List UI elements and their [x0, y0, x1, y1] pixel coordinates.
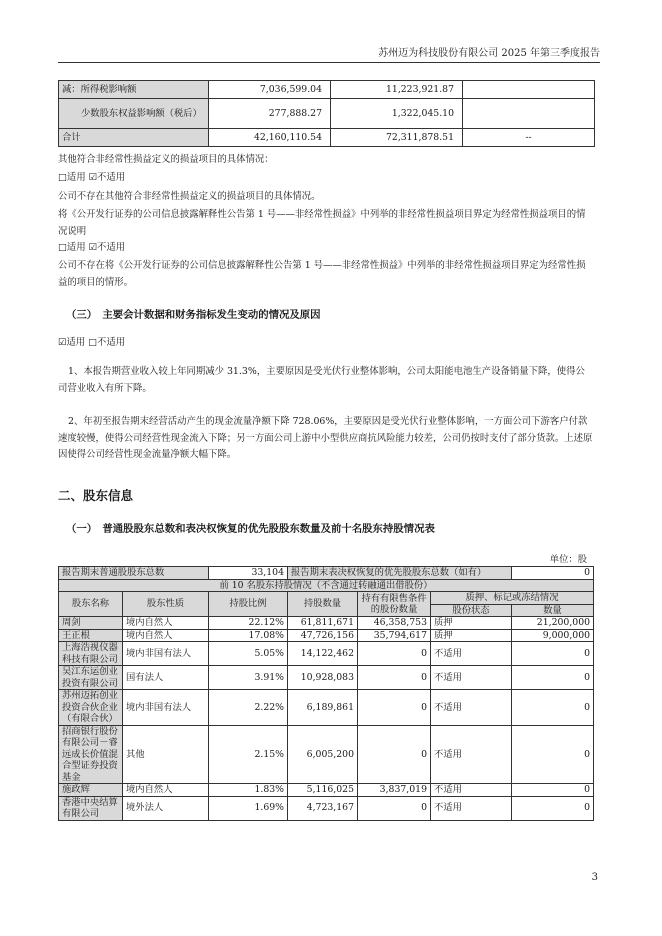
cell-name: 上海浩视仪器科技有限公司	[59, 642, 123, 666]
cell-nature: 国有法人	[123, 666, 209, 690]
cell-ratio: 1.83%	[209, 784, 288, 797]
cell-ratio: 5.05%	[209, 642, 288, 666]
cell-count: 0	[512, 796, 594, 820]
cell-status: 不适用	[431, 642, 512, 666]
cell-nature: 其他	[123, 725, 209, 784]
cell-qty: 10,928,083	[288, 666, 358, 690]
table-row	[59, 617, 594, 630]
paragraph: 公司不存在将《公开发行证券的公司信息披露解释性公告第 1 号——非经常性损益》中列举的非经常性损益项目界定为经常性损益的项目的情形。	[58, 260, 586, 288]
row-label: 少数股东权益影响额（税后）	[59, 99, 209, 129]
cell-name: 吴江东运创业投资有限公司	[59, 666, 123, 690]
table-row	[59, 796, 594, 820]
table-header-row	[59, 592, 594, 605]
applicability-check	[58, 335, 594, 352]
paragraph: 2、年初至报告期末经营活动产生的现金流量净额下降 728.06%，主要原因是受光伏行业整体影响，一方面公司下游客户付款速度较慢，使得公司经营性现金流入下降；另一方面公司上游中小型供应商抗风险能力较差，公司仍按时支付了部分货款。上述原因使得公司经营性现金流量净额大幅下降。	[58, 416, 593, 460]
page-header	[58, 44, 600, 63]
table-row	[59, 629, 594, 642]
pref-value: 0	[512, 567, 594, 580]
col-header-qty: 持股数量	[288, 592, 358, 617]
row-note: --	[463, 129, 595, 147]
cell-status: 不适用	[431, 784, 512, 797]
cell-qty: 4,723,167	[288, 796, 358, 820]
cell-qty: 61,811,671	[288, 617, 358, 630]
cell-ratio: 3.91%	[209, 666, 288, 690]
table-row	[59, 642, 594, 666]
cell-status: 质押	[431, 629, 512, 642]
cell-ratio: 2.22%	[209, 690, 288, 726]
cell-count: 0	[512, 725, 594, 784]
checkbox-applicable: □适用	[58, 242, 86, 253]
cell-restricted: 0	[358, 796, 431, 820]
table-row	[59, 99, 595, 129]
checkbox-not-applicable: ☑不适用	[88, 242, 126, 253]
cell-nature: 境内自然人	[123, 629, 209, 642]
table-row	[59, 725, 594, 784]
cell-qty: 47,726,156	[288, 629, 358, 642]
cell-count: 0	[512, 690, 594, 726]
applicability-check	[58, 170, 594, 187]
row-label: 减：所得税影响额	[59, 81, 209, 99]
cell-restricted: 46,358,753	[358, 617, 431, 630]
checkbox-not-applicable: □不适用	[88, 337, 126, 348]
col-header-nature: 股东性质	[123, 592, 209, 617]
cell-nature: 境内非国有法人	[123, 642, 209, 666]
cell-name: 苏州迈拓创业投资合伙企业（有限合伙）	[59, 690, 123, 726]
cell-restricted: 0	[358, 690, 431, 726]
unit-label: 单位：股	[549, 554, 587, 565]
row-note	[463, 81, 595, 99]
cell-qty: 5,116,025	[288, 784, 358, 797]
cell-ratio: 2.15%	[209, 725, 288, 784]
table-row	[59, 129, 595, 147]
row-note	[463, 99, 595, 129]
col-header-restricted: 持有有限售条件的股份数量	[358, 592, 431, 617]
row-label: 合计	[59, 129, 209, 147]
row-value: 11,223,921.87	[331, 81, 463, 99]
col-header-count: 数量	[512, 604, 594, 617]
cell-restricted: 3,837,019	[358, 784, 431, 797]
col-header-ratio: 持股比例	[209, 592, 288, 617]
table-row	[59, 81, 595, 99]
cell-restricted: 35,794,617	[358, 629, 431, 642]
row-value: 277,888.27	[209, 99, 331, 129]
cell-nature: 境内非国有法人	[123, 690, 209, 726]
cell-count: 0	[512, 666, 594, 690]
paragraph: 公司不存在其他符合非经常性损益定义的损益项目的具体情况。	[58, 191, 321, 202]
total-value: 33,104	[209, 567, 288, 580]
cell-ratio: 17.08%	[209, 629, 288, 642]
cell-count: 0	[512, 642, 594, 666]
cell-count: 0	[512, 784, 594, 797]
cell-nature: 境内自然人	[123, 617, 209, 630]
pref-label: 报告期末表决权恢复的优先股股东总数（如有）	[288, 567, 512, 580]
row-value: 72,311,878.51	[331, 129, 463, 147]
top10-title: 前 10 名股东持股情况（不含通过转融通出借股份）	[59, 579, 594, 592]
total-label: 报告期末普通股股东总数	[59, 567, 209, 580]
cell-name: 王正根	[59, 629, 123, 642]
section-heading: （三） 主要会计数据和财务指标发生变动的情况及原因	[66, 309, 321, 321]
col-header-name: 股东名称	[59, 592, 123, 617]
cell-name: 施政辉	[59, 784, 123, 797]
cell-status: 不适用	[431, 690, 512, 726]
nonrecurring-table	[58, 80, 595, 147]
checkbox-applicable: ☑适用	[58, 337, 86, 348]
cell-status: 不适用	[431, 796, 512, 820]
cell-nature: 境内自然人	[123, 784, 209, 797]
col-header-pledge: 质押、标记或冻结情况	[431, 592, 594, 605]
section-heading: 二、股东信息	[58, 488, 134, 503]
cell-ratio: 22.12%	[209, 617, 288, 630]
cell-count: 21,200,000	[512, 617, 594, 630]
col-header-status: 股份状态	[431, 604, 512, 617]
paragraph: 将《公开发行证券的公司信息披露解释性公告第 1 号——非经常性损益》中列举的非经常性损益项目界定为经常性损益项目的情况说明	[58, 209, 586, 237]
cell-name: 周剑	[59, 617, 123, 630]
cell-name: 招商银行股份有限公司－睿远成长价值混合型证券投资基金	[59, 725, 123, 784]
checkbox-applicable: □适用	[58, 172, 86, 183]
table-row	[59, 666, 594, 690]
cell-qty: 14,122,462	[288, 642, 358, 666]
paragraph: 1、本报告期营业收入较上年同期减少 31.3%，主要原因是受光伏行业整体影响，公司太阳能电池生产设备销量下降，使得公司营业收入有所下降。	[58, 366, 585, 394]
paragraph: 其他符合非经常性损益定义的损益项目的具体情况：	[58, 154, 274, 165]
cell-restricted: 0	[358, 666, 431, 690]
shareholders-body	[59, 617, 594, 821]
cell-status: 不适用	[431, 725, 512, 784]
cell-status: 不适用	[431, 666, 512, 690]
table-row	[59, 690, 594, 726]
cell-restricted: 0	[358, 642, 431, 666]
cell-ratio: 1.69%	[209, 796, 288, 820]
table-row	[59, 567, 594, 580]
table-row	[59, 579, 594, 592]
checkbox-not-applicable: ☑不适用	[88, 172, 126, 183]
section-heading: （一） 普通股股东总数和表决权恢复的优先股股东数量及前十名股东持股情况表	[66, 523, 435, 535]
cell-name: 香港中央结算有限公司	[59, 796, 123, 820]
applicability-check	[58, 240, 594, 257]
cell-nature: 境外法人	[123, 796, 209, 820]
row-value: 1,322,045.10	[331, 99, 463, 129]
cell-qty: 6,189,861	[288, 690, 358, 726]
row-value: 42,160,110.54	[209, 129, 331, 147]
cell-status: 质押	[431, 617, 512, 630]
cell-restricted: 0	[358, 725, 431, 784]
cell-qty: 6,005,200	[288, 725, 358, 784]
table-row	[59, 784, 594, 797]
cell-count: 9,000,000	[512, 629, 594, 642]
page-number: 3	[591, 872, 598, 883]
shareholders-table	[58, 566, 594, 821]
row-value: 7,036,599.04	[209, 81, 331, 99]
report-title: 苏州迈为科技股份有限公司 2025 年第三季度报告	[378, 48, 600, 59]
